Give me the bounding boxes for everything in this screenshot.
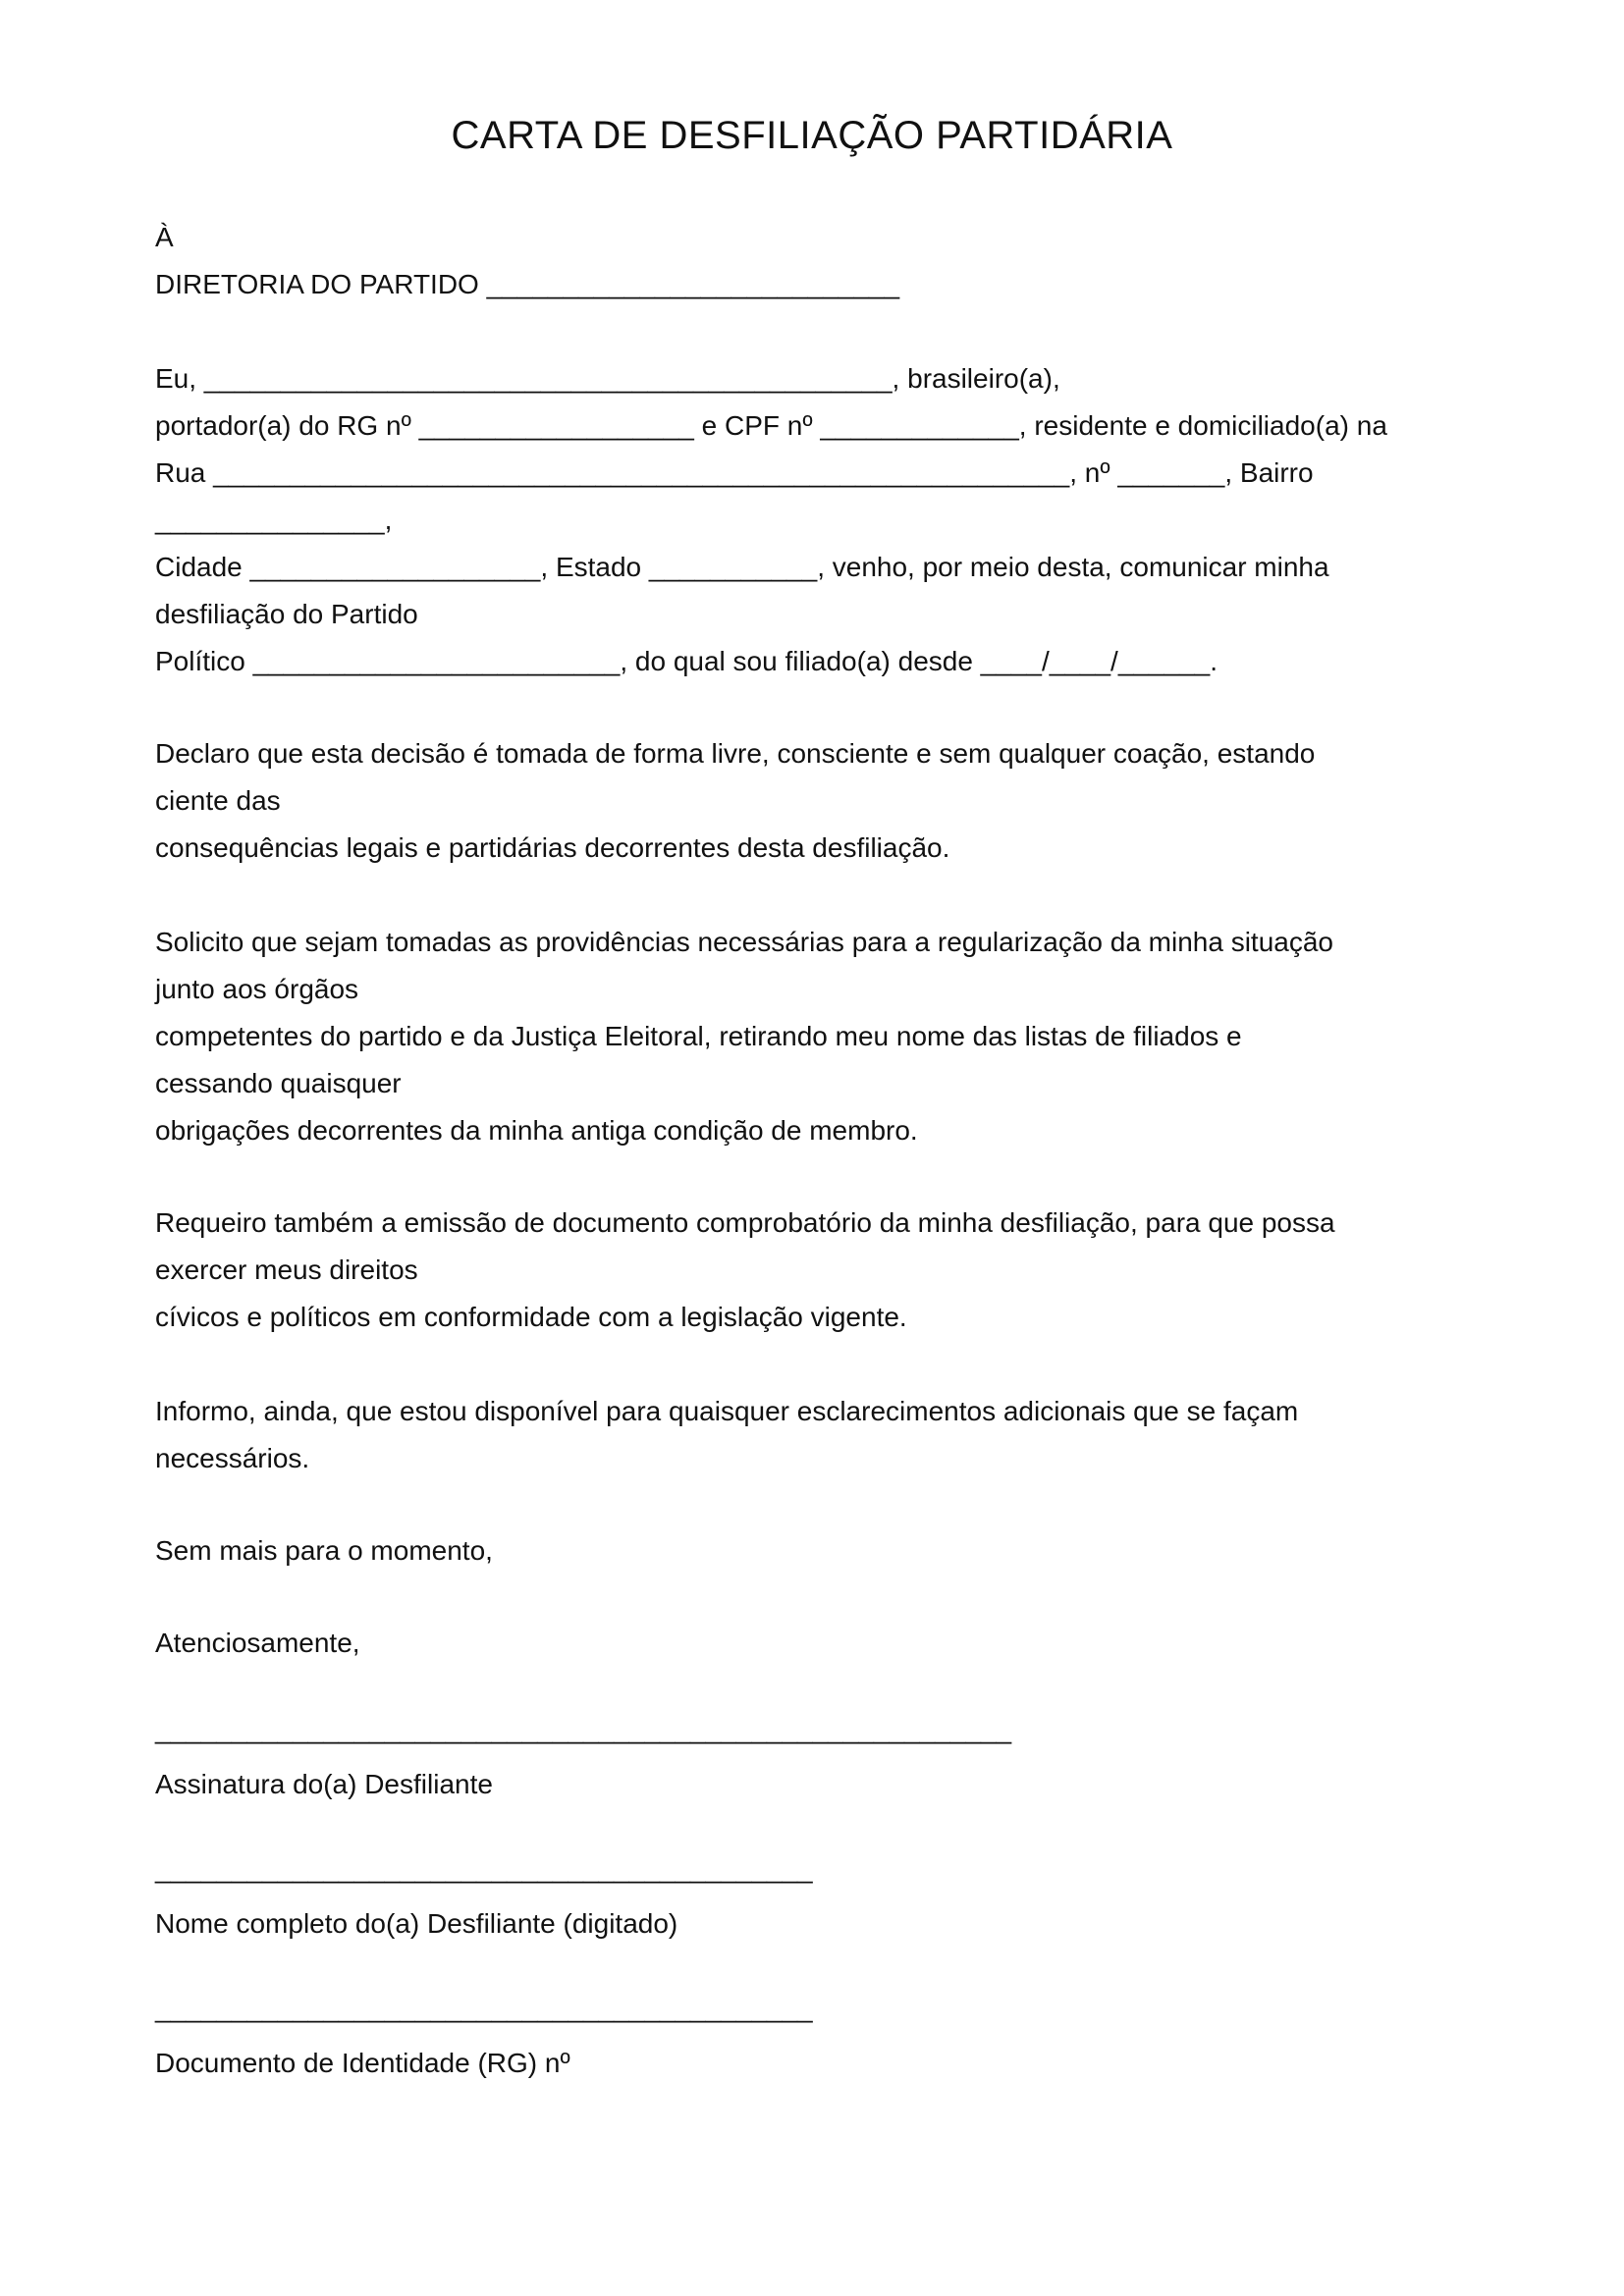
- identification-line-3: Rua ________________________________________________________, nº _______, Bairro: [155, 457, 1314, 488]
- request-line-2: junto aos órgãos: [155, 974, 359, 1004]
- declaration-line-3: consequências legais e partidárias decorrentes desta desfiliação.: [155, 832, 950, 863]
- document-request-line-1: Requeiro também a emissão de documento comprobatório da minha desfiliação, para que possa: [155, 1207, 1335, 1238]
- name-label: Nome completo do(a) Desfiliante (digitado): [155, 1908, 678, 1939]
- declaration-line-1: Declaro que esta decisão é tomada de forma livre, consciente e sem qualquer coação, estando: [155, 738, 1316, 769]
- document-title: CARTA DE DESFILIAÇÃO PARTIDÁRIA: [451, 114, 1173, 157]
- closing-line: Sem mais para o momento,: [155, 1535, 493, 1566]
- signature-label: Assinatura do(a) Desfiliante: [155, 1769, 493, 1799]
- availability-line-2: necessários.: [155, 1443, 310, 1473]
- request-line-5: obrigações decorrentes da minha antiga condição de membro.: [155, 1115, 918, 1146]
- identification-line-6: desfiliação do Partido: [155, 599, 418, 629]
- identification-line-7: Político ________________________, do qual sou filiado(a) desde ____/____/______.: [155, 646, 1218, 676]
- recipient-line-2: DIRETORIA DO PARTIDO ___________________________: [155, 269, 900, 299]
- identification-line-1: Eu, _____________________________________________, brasileiro(a),: [155, 363, 1060, 394]
- request-line-3: competentes do partido e da Justiça Eleitoral, retirando meu nome das listas de filiados e: [155, 1021, 1242, 1051]
- recipient-line-1: À: [155, 222, 174, 252]
- regards-line: Atenciosamente,: [155, 1628, 360, 1658]
- identification-line-5: Cidade ___________________, Estado ___________, venho, por meio desta, comunicar minha: [155, 552, 1329, 582]
- identification-line-2: portador(a) do RG nº __________________ e CPF nº _____________, residente e domiciliado(a) na: [155, 410, 1387, 441]
- availability-line-1: Informo, ainda, que estou disponível para quaisquer esclarecimentos adicionais que se façam: [155, 1396, 1299, 1426]
- identification-line-4: _______________,: [155, 505, 393, 535]
- declaration-line-2: ciente das: [155, 785, 281, 816]
- document-request-line-2: exercer meus direitos: [155, 1255, 418, 1285]
- name-line: ___________________________________________: [155, 1853, 813, 1884]
- document-request-line-3: cívicos e políticos em conformidade com a legislação vigente.: [155, 1302, 907, 1332]
- rg-line: ___________________________________________: [155, 1993, 813, 2023]
- request-line-1: Solicito que sejam tomadas as providências necessárias para a regularização da minha situação: [155, 927, 1333, 957]
- request-line-4: cessando quaisquer: [155, 1068, 402, 1098]
- rg-label: Documento de Identidade (RG) nº: [155, 2048, 570, 2078]
- signature-line: ________________________________________________________: [155, 1714, 1012, 1744]
